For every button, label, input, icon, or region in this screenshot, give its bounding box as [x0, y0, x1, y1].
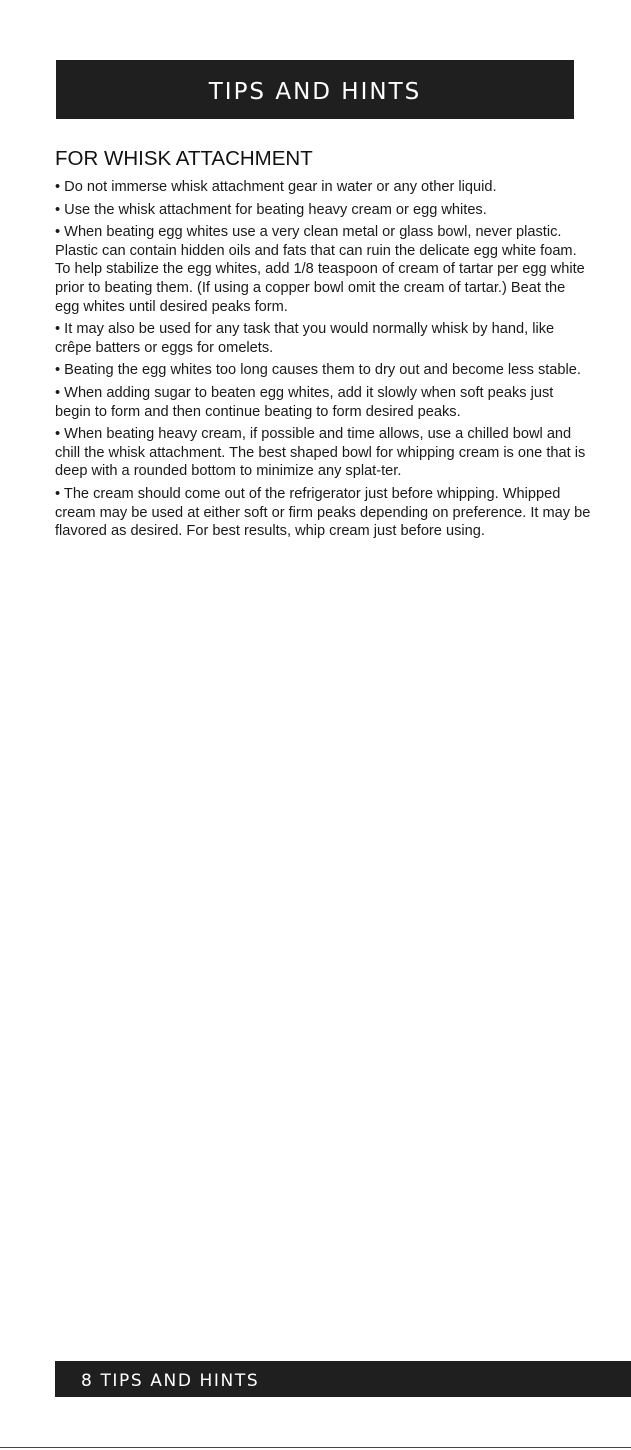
- tip-item: • The cream should come out of the refrigerator just before whipping. Whipped cream may be used at either soft or firm peaks depending on preference. It may be flavored as desired. For best results, whip cream just before using.: [55, 485, 591, 540]
- page-number: 8: [81, 1370, 94, 1391]
- main-content: [55, 146, 593, 545]
- tip-item: • Use the whisk attachment for beating heavy cream or egg whites.: [55, 201, 487, 218]
- section-heading: FOR WHISK ATTACHMENT: [55, 147, 313, 170]
- footer-bar: [55, 1361, 631, 1397]
- tip-item: • When beating egg whites use a very clean metal or glass bowl, never plastic. Plastic can contain hidden oils and fats that can ruin the delicate egg white foam. To help stabilize the egg whites, add 1/8 teaspoon of cream of tartar per egg white prior to beating them. (If using a copper bowl omit the cream of tartar.) Beat the egg whites until desired peaks form.: [55, 224, 585, 315]
- header-bar: [56, 60, 574, 119]
- tip-item: • It may also be used for any task that you would normally whisk by hand, like crêpe batters or eggs for omelets.: [55, 321, 555, 356]
- footer-label: [81, 1371, 259, 1391]
- footer-title: TIPS AND HINTS: [100, 1370, 260, 1391]
- tip-item: • Do not immerse whisk attachment gear in water or any other liquid.: [55, 179, 497, 195]
- bottom-divider: [0, 1447, 631, 1448]
- tip-item: • When beating heavy cream, if possible and time allows, use a chilled bowl and chill the whisk attachment. The best shaped bowl for whipping cream is one that is deep with a rounded bottom to minimize any splat-ter.: [55, 426, 586, 480]
- tip-item: • When adding sugar to beaten egg whites, add it slowly when soft peaks just begin to form and then continue beating to form desired peaks.: [55, 384, 554, 420]
- page-title: TIPS AND HINTS: [208, 78, 422, 105]
- tip-item: • Beating the egg whites too long causes them to dry out and become less stable.: [55, 362, 581, 379]
